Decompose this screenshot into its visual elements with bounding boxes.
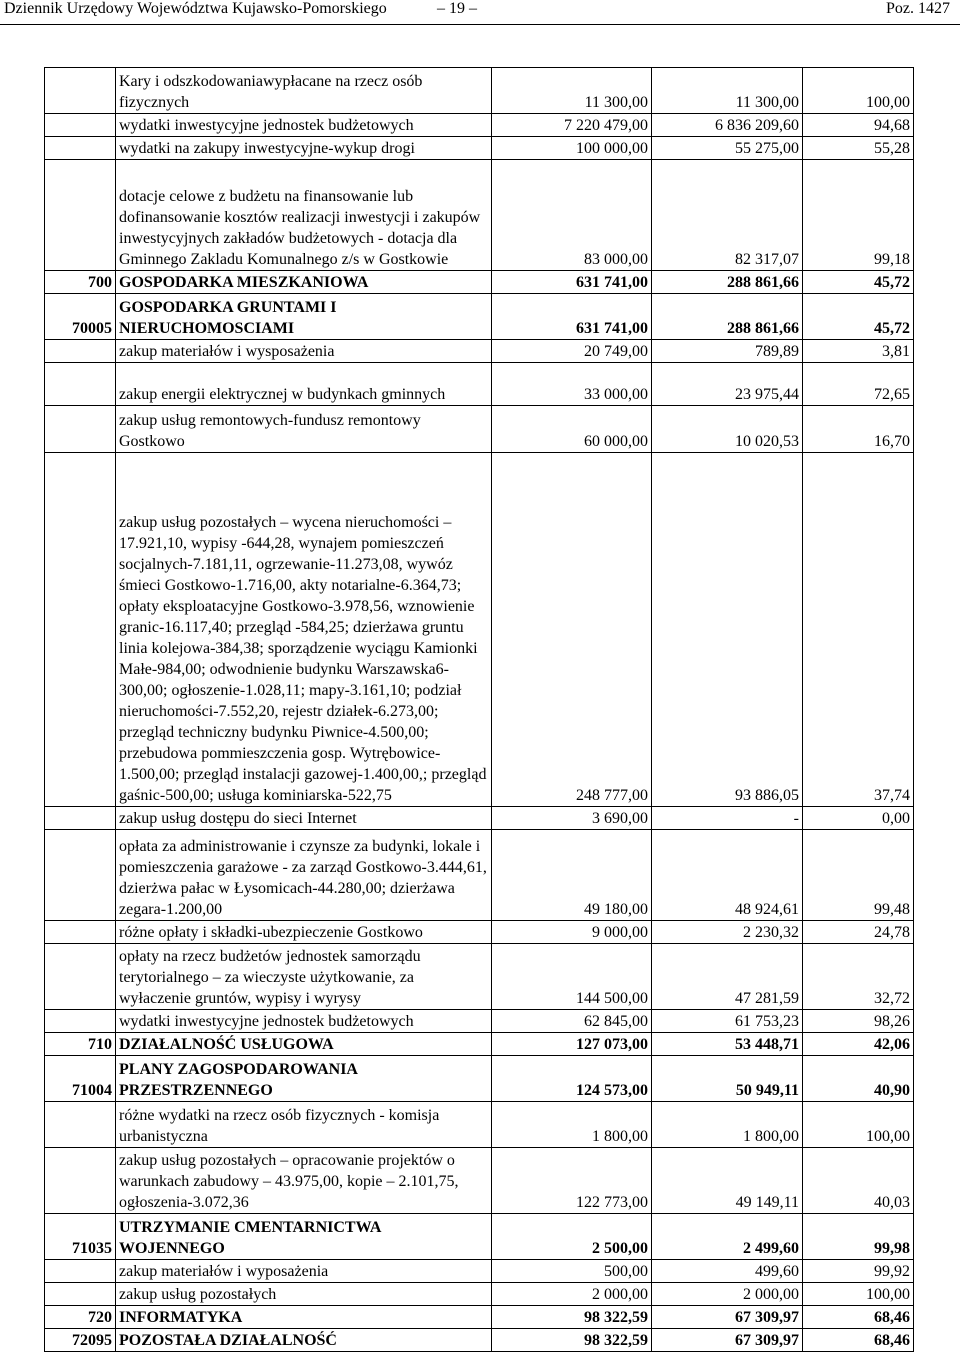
executed-amount-cell: 48 924,61 [652,830,803,921]
description-cell: zakup usług pozostałych [116,1283,492,1306]
table-row [45,453,914,807]
executed-amount-cell: 47 281,59 [652,944,803,1010]
page-header [0,0,960,25]
percent-cell: 0,00 [803,807,914,830]
plan-amount-cell: 2 000,00 [492,1283,652,1306]
percent-cell: 72,65 [803,363,914,406]
section-code-cell [45,1102,116,1148]
plan-amount-cell: 122 773,00 [492,1148,652,1214]
executed-amount-cell: 789,89 [652,340,803,363]
plan-amount-cell: 124 573,00 [492,1056,652,1102]
executed-amount-cell: 11 300,00 [652,68,803,114]
executed-amount-cell: 23 975,44 [652,363,803,406]
plan-amount-cell: 60 000,00 [492,406,652,453]
plan-amount-cell: 11 300,00 [492,68,652,114]
description-cell: POZOSTAŁA DZIAŁALNOŚĆ [116,1329,492,1352]
percent-cell: 32,72 [803,944,914,1010]
plan-amount-cell: 98 322,59 [492,1329,652,1352]
percent-cell: 99,18 [803,160,914,271]
description-cell: zakup usług pozostałych – wycena nieruchomości – 17.921,10, wypisy -644,28, wynajem pomieszczeń socjalnych-7.181,11, ogrzewanie-11.273,08, wywóz śmieci Gostkowo-1.716,00, akty notarialne-6.364,73; opłaty eksploatacyjne Gostkowo-3.978,56, wznowienie granic-16.117,40; przegląd -584,25; dzierżawa gruntu linia kolejowa-384,38; sporządzenie wyciągu Kamionki Małe-984,00; odwodnienie budynku Warszawska6-300,00; ogłoszenie-1.028,11; mapy-3.161,10; podział nieruchomości-7.552,20, rejestr działek-6.273,00; przegląd techniczny budynku Piwnice-4.500,00; przebudowa pommieszczenia gosp. Wytrębowice-1.500,00; przegląd instalacji gazowej-1.400,00,; przegląd gaśnic-500,00; usługa kominiarska-522,75 [116,453,492,807]
description-cell: zakup materiałów i wyposażenia [116,1260,492,1283]
executed-amount-cell: 288 861,66 [652,294,803,340]
plan-amount-cell: 500,00 [492,1260,652,1283]
description-cell: PLANY ZAGOSPODAROWANIA PRZESTRZENNEGO [116,1056,492,1102]
executed-amount-cell: 10 020,53 [652,406,803,453]
table-row [45,1214,914,1260]
plan-amount-cell: 49 180,00 [492,830,652,921]
section-code-cell: 71035 [45,1214,116,1260]
percent-cell: 40,03 [803,1148,914,1214]
description-cell: wydatki inwestycyjne jednostek budżetowych [116,1010,492,1033]
section-code-cell: 710 [45,1033,116,1056]
executed-amount-cell: 67 309,97 [652,1306,803,1329]
executed-amount-cell: 55 275,00 [652,137,803,160]
plan-amount-cell: 248 777,00 [492,453,652,807]
percent-cell: 68,46 [803,1306,914,1329]
percent-cell: 55,28 [803,137,914,160]
table-row [45,1283,914,1306]
percent-cell: 98,26 [803,1010,914,1033]
section-code-cell [45,830,116,921]
table-row [45,921,914,944]
executed-amount-cell: 93 886,05 [652,453,803,807]
percent-cell: 100,00 [803,68,914,114]
description-cell: wydatki inwestycyjne jednostek budżetowych [116,114,492,137]
table-row [45,406,914,453]
plan-amount-cell: 100 000,00 [492,137,652,160]
executed-amount-cell: 49 149,11 [652,1148,803,1214]
plan-amount-cell: 3 690,00 [492,807,652,830]
section-code-cell: 70005 [45,294,116,340]
plan-amount-cell: 83 000,00 [492,160,652,271]
percent-cell: 24,78 [803,921,914,944]
section-code-cell: 71004 [45,1056,116,1102]
executed-amount-cell: 61 753,23 [652,1010,803,1033]
section-code-cell [45,160,116,271]
executed-amount-cell: 50 949,11 [652,1056,803,1102]
section-code-cell [45,114,116,137]
plan-amount-cell: 631 741,00 [492,271,652,294]
plan-amount-cell: 1 800,00 [492,1102,652,1148]
description-cell: INFORMATYKA [116,1306,492,1329]
percent-cell: 100,00 [803,1102,914,1148]
table-row [45,363,914,406]
plan-amount-cell: 98 322,59 [492,1306,652,1329]
executed-amount-cell: 53 448,71 [652,1033,803,1056]
plan-amount-cell: 9 000,00 [492,921,652,944]
journal-title: Dziennik Urzędowy Województwa Kujawsko-Pomorskiego [4,0,387,17]
percent-cell: 45,72 [803,294,914,340]
executed-amount-cell: 82 317,07 [652,160,803,271]
executed-amount-cell: 288 861,66 [652,271,803,294]
percent-cell: 100,00 [803,1283,914,1306]
table-row [45,944,914,1010]
table-row [45,1148,914,1214]
section-code-cell [45,406,116,453]
table-row [45,68,914,114]
description-cell: zakup usług pozostałych – opracowanie projektów o warunkach zabudowy – 43.975,00, kopie – 2.101,75, ogłoszenia-3.072,36 [116,1148,492,1214]
percent-cell: 68,46 [803,1329,914,1352]
table-row [45,830,914,921]
table-row [45,271,914,294]
section-code-cell [45,1148,116,1214]
executed-amount-cell: 67 309,97 [652,1329,803,1352]
page-number: – 19 – [437,0,477,17]
position-number: Poz. 1427 [886,0,950,17]
percent-cell: 94,68 [803,114,914,137]
table-row [45,1056,914,1102]
section-code-cell [45,944,116,1010]
section-code-cell: 720 [45,1306,116,1329]
description-cell: zakup energii elektrycznej w budynkach gminnych [116,363,492,406]
table-row [45,1010,914,1033]
executed-amount-cell: 2 000,00 [652,1283,803,1306]
table-row [45,160,914,271]
executed-amount-cell: - [652,807,803,830]
plan-amount-cell: 62 845,00 [492,1010,652,1033]
description-cell: DZIAŁALNOŚĆ USŁUGOWA [116,1033,492,1056]
plan-amount-cell: 33 000,00 [492,363,652,406]
percent-cell: 42,06 [803,1033,914,1056]
table-row [45,1306,914,1329]
executed-amount-cell: 499,60 [652,1260,803,1283]
table-row [45,1102,914,1148]
description-cell: zakup materiałów i wysposażenia [116,340,492,363]
plan-amount-cell: 631 741,00 [492,294,652,340]
budget-table [44,67,914,1352]
table-row [45,294,914,340]
plan-amount-cell: 7 220 479,00 [492,114,652,137]
section-code-cell [45,1010,116,1033]
description-cell: Kary i odszkodowaniawypłacane na rzecz osób fizycznych [116,68,492,114]
plan-amount-cell: 20 749,00 [492,340,652,363]
table-row [45,114,914,137]
description-cell: opłaty na rzecz budżetów jednostek samorządu terytorialnego – za wieczyste użytkowanie, za wyłaczenie gruntów, wypisy i wyrysy [116,944,492,1010]
executed-amount-cell: 1 800,00 [652,1102,803,1148]
description-cell: wydatki na zakupy inwestycyjne-wykup drogi [116,137,492,160]
description-cell: różne opłaty i składki-ubezpieczenie Gostkowo [116,921,492,944]
plan-amount-cell: 127 073,00 [492,1033,652,1056]
percent-cell: 37,74 [803,453,914,807]
table-row [45,807,914,830]
description-cell: dotacje celowe z budżetu na finansowanie lub dofinansowanie kosztów realizacji inwestycji i zakupów inwestycyjnych zakładów budżetowych - dotacja dla Gminnego Zakladu Komunalnego z/s w Gostkowie [116,160,492,271]
description-cell: opłata za administrowanie i czynsze za budynki, lokale i pomieszczenia garażowe - za zarząd Gostkowo-3.444,61, dzierżwa pałac w Łysomicach-44.280,00; dzierżawa zegara-1.200,00 [116,830,492,921]
percent-cell: 45,72 [803,271,914,294]
plan-amount-cell: 144 500,00 [492,944,652,1010]
table-row [45,1033,914,1056]
executed-amount-cell: 2 499,60 [652,1214,803,1260]
description-cell: zakup usług dostępu do sieci Internet [116,807,492,830]
table-row [45,137,914,160]
section-code-cell [45,1283,116,1306]
plan-amount-cell: 2 500,00 [492,1214,652,1260]
description-cell: różne wydatki na rzecz osób fizycznych - komisja urbanistyczna [116,1102,492,1148]
section-code-cell [45,137,116,160]
percent-cell: 99,48 [803,830,914,921]
section-code-cell: 700 [45,271,116,294]
executed-amount-cell: 6 836 209,60 [652,114,803,137]
description-cell: GOSPODARKA GRUNTAMI I NIERUCHOMOSCIAMI [116,294,492,340]
budget-table-body [45,68,914,1352]
description-cell: GOSPODARKA MIESZKANIOWA [116,271,492,294]
section-code-cell [45,453,116,807]
section-code-cell [45,363,116,406]
section-code-cell: 72095 [45,1329,116,1352]
section-code-cell [45,807,116,830]
description-cell: zakup usług remontowych-fundusz remontowy Gostkowo [116,406,492,453]
percent-cell: 40,90 [803,1056,914,1102]
section-code-cell [45,921,116,944]
percent-cell: 3,81 [803,340,914,363]
percent-cell: 99,92 [803,1260,914,1283]
percent-cell: 99,98 [803,1214,914,1260]
executed-amount-cell: 2 230,32 [652,921,803,944]
table-row [45,340,914,363]
percent-cell: 16,70 [803,406,914,453]
table-row [45,1260,914,1283]
table-row [45,1329,914,1352]
description-cell: UTRZYMANIE CMENTARNICTWA WOJENNEGO [116,1214,492,1260]
section-code-cell [45,340,116,363]
section-code-cell [45,1260,116,1283]
section-code-cell [45,68,116,114]
